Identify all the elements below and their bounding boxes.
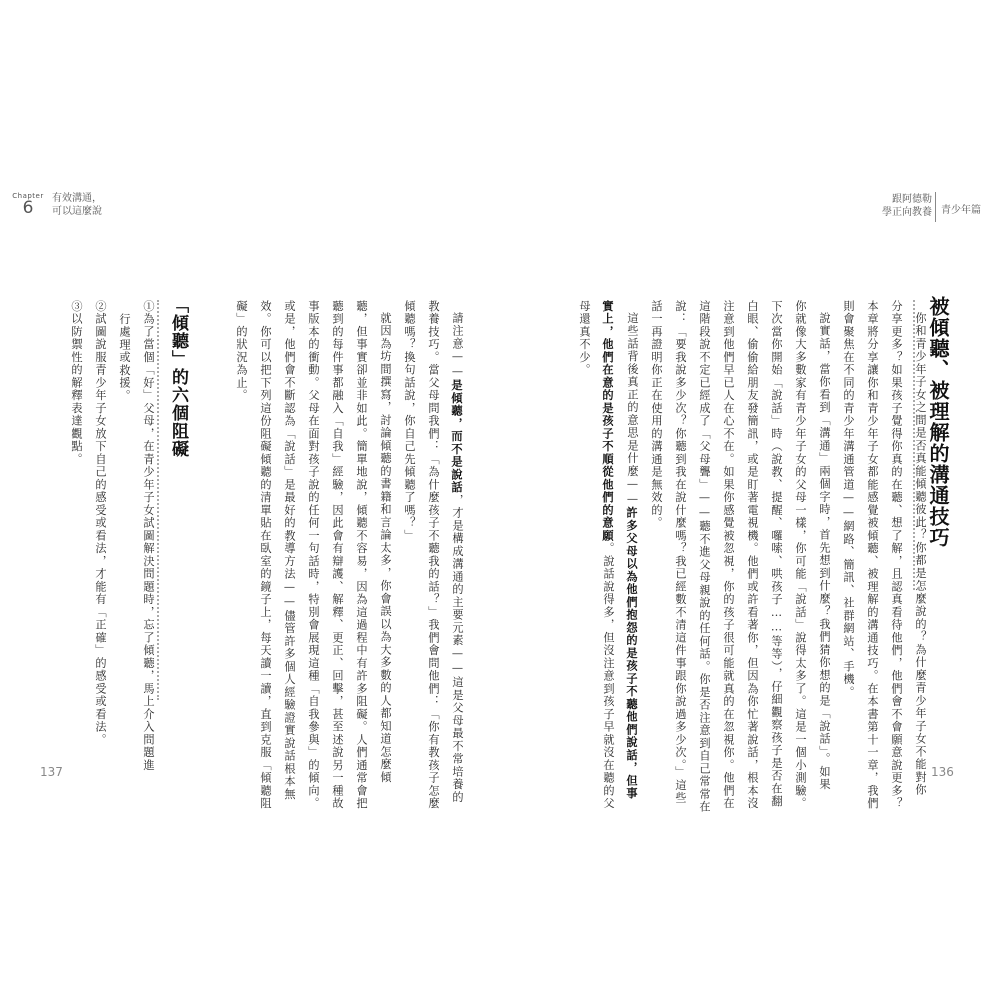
- body-line: 或是，他們會不斷認為「說話」是最好的教導方法——儘管許多個人經驗證實說話根本無: [283, 300, 296, 801]
- body-line: [596, 300, 620, 810]
- page-number-right: 136: [931, 765, 954, 779]
- header-divider: [935, 192, 936, 222]
- body-text: 請注意——: [451, 312, 464, 380]
- list-item: [136, 300, 160, 770]
- list-number: ①: [142, 300, 155, 313]
- list-number: ③: [70, 300, 83, 313]
- body-line: 聽，但事實卻並非如此。簡單地說，傾聽不容易，因為這過程中有許多阻礙。人們通常會把: [355, 300, 368, 810]
- right-page-body: [572, 300, 932, 814]
- list-text: 以防禦性的解釋表達觀點。: [70, 312, 83, 466]
- page-number-left: 137: [40, 765, 63, 779]
- body-text: 這些話背後真正的意思是什麼——: [626, 312, 639, 508]
- body-line: 就因為坊間撰寫，討論傾聽的書籍和言論太多，你會誤以為大多數的人都知道怎麼傾: [379, 312, 392, 785]
- list-item-continuation: 行處理或救援。: [118, 313, 131, 403]
- emphasis-text: 許多父母以為他們抱怨的是孩子不聽他們說話，但事: [625, 507, 639, 801]
- section-heading-right: 被傾聽、被理解的溝通技巧: [926, 296, 950, 548]
- list-item: [64, 300, 88, 770]
- chapter-title-line: 有效溝通，: [52, 193, 102, 204]
- book-title: [882, 193, 932, 219]
- body-line: 話一再證明你正在使用的溝通是無效的。: [650, 300, 663, 530]
- book-title-line: 跟阿德勒: [892, 194, 932, 205]
- list-number: ②: [94, 300, 107, 313]
- body-line: 母還真不少。: [578, 300, 591, 377]
- body-line: 你和青少年子女之間是否真能傾聽彼此？你都是怎麼說的？為什麼青少年子女不能對你: [914, 312, 927, 797]
- chapter-title-line: 可以這麼說: [52, 206, 102, 217]
- chapter-label-block: [8, 192, 48, 216]
- obstacles-list: [64, 300, 160, 770]
- body-text: 。說話說得多，但沒注意到孩子早就沒在聽的父: [602, 542, 615, 810]
- left-page-body: [229, 300, 469, 810]
- chapter-label: Chapter: [12, 192, 44, 200]
- list-item: [88, 300, 112, 770]
- body-line: 聽到的每件事都融入「自我」經驗，因此會有辯護、解釋、更正、回擊，甚至述說另一種故: [331, 300, 344, 810]
- section-heading-left: 「傾聽」的六個阻礙: [168, 296, 188, 458]
- list-text: 試圖說服青少年子女放下自己的感受或看法，才能有「正確」的感受或看法。: [94, 312, 107, 747]
- body-line: 注意到他們早已人在心不在。如果你感覺被忽視，你的孩子很可能就真的在忽視你。他們在: [722, 300, 735, 810]
- body-line: 事版本的衝動。父母在面對孩子說的任何一句話時，特別會展現這種「自我參與」的傾向。: [307, 300, 320, 810]
- body-line: 礙」的狀況為止。: [235, 300, 248, 402]
- body-line: 傾聽嗎？換句話說，你自己先傾聽了嗎？」: [403, 300, 416, 543]
- body-line: 分享更多？如果孩子覺得你真的在聽、想了解，且認真看待他們，他們會不會願意說更多？: [890, 300, 903, 810]
- body-line: 說實話，當你看到「溝通」兩個字時，首先想到什麼？我們猜你想的是「說話」。如果: [818, 312, 831, 792]
- body-line: 下次當你開始「說話」時（說教、提醒、囉嗦、哄孩子……等等），仔細觀察孩子是否在翻: [770, 300, 783, 808]
- book-title-line: 學正向教養: [882, 207, 932, 218]
- body-line: 教養技巧。當父母問我們：「為什麼孩子不聽我的話？」我們會問他們：「你有教孩子怎麼: [427, 300, 440, 810]
- body-line: [620, 300, 644, 801]
- body-line: 則會聚焦在不同的青少年溝通管道——網路、簡訊、社群網站、手機。: [842, 300, 855, 699]
- book-section: 青少年篇: [941, 205, 981, 216]
- list-text: 為了當個「好」父母，在青少年子女試圖解決問題時，忘了傾聽，馬上介入問題進: [142, 312, 155, 772]
- body-text: ，才是構成溝通的主要元素——這是父母最不常培養的: [451, 494, 464, 805]
- body-line: 說：「要我說多少次？你聽到我在說什麼嗎？我已經數不清這件事跟你說過多少次。」這些: [674, 300, 687, 805]
- chapter-title: [52, 192, 102, 218]
- body-line: 你就像大多數家有青少年子女的父母一樣，你可能「說話」說得太多了。這是一個小測驗。: [794, 300, 807, 810]
- body-line: 效。你可以把下列這份阻礙傾聽的清單貼在臥室的鏡子上，每天讀一讀，直到克服「傾聽阻: [259, 300, 272, 810]
- chapter-number: 6: [22, 198, 34, 218]
- body-line: 白眼、偷偷給朋友發簡訊，或是盯著電視機。他們或許看著你，但因為你忙著說話，根本沒: [746, 300, 759, 810]
- body-line: 本章將分享讓你和青少年子女都能感覺被傾聽、被理解的溝通技巧。在本書第十一章，我們: [866, 300, 879, 810]
- emphasis-text: 實上，他們在意的是孩子不順從他們的意願: [601, 300, 615, 543]
- emphasis-text: 是傾聽，而不是說話: [450, 379, 464, 495]
- body-line: 這階段說不定已經成了「父母聾」——聽不進父母親說的任何話。你是否注意到自己常常在: [698, 300, 711, 814]
- body-line: [445, 300, 469, 805]
